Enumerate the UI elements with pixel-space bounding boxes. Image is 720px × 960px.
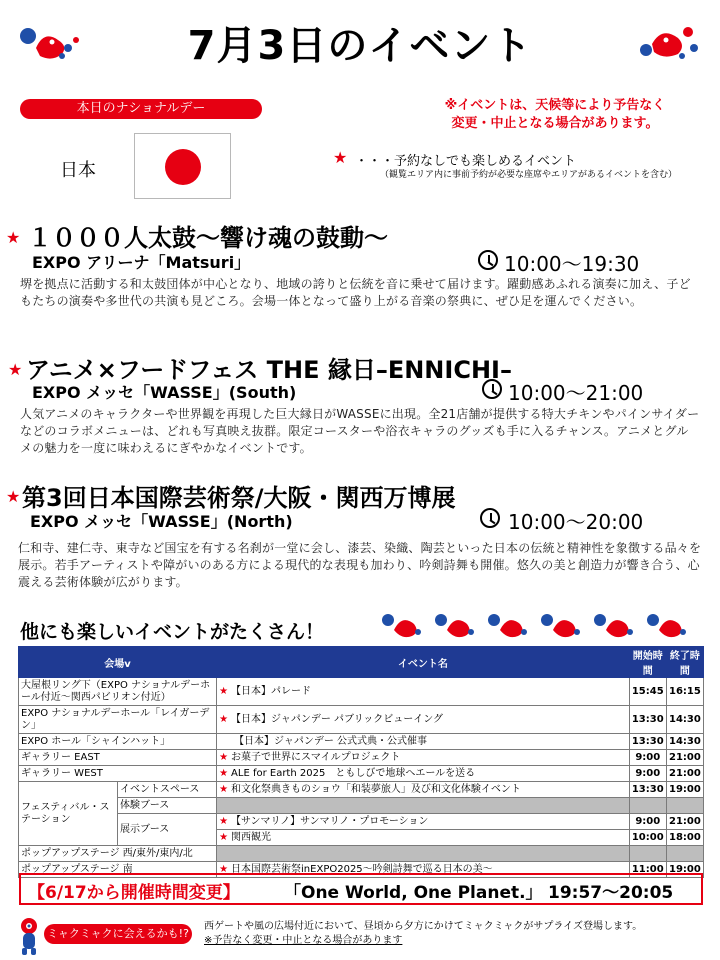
table-header-name: イベント名 xyxy=(217,647,630,678)
table-row xyxy=(19,814,704,830)
row-end: 19:00 xyxy=(666,782,703,798)
row-start: 13:30 xyxy=(629,706,666,734)
time-change-time: 19:57～20:05 xyxy=(548,883,674,903)
national-day-country: 日本 xyxy=(60,160,96,181)
event-description: 人気アニメのキャラクターや世界観を再現した巨大縁日がWASSEに出現。全21店舗が提供する特大チキンやパインサイダーなどのコラボメニューは、どれも写真映え抜群。限定コースターや浴衣キャラのグッズも手に入るチャンス。アニメとグルメの魅力を一度に味わえるにぎやかなイベントです。 xyxy=(20,407,700,455)
table-row xyxy=(19,766,704,782)
event-venue: EXPO メッセ「WASSE」(North) xyxy=(30,512,293,531)
event-title: アニメ×フードフェス THE 縁日–ENNICHI– xyxy=(26,356,512,384)
event-title: １０００人太鼓～響け魂の鼓動～ xyxy=(28,224,388,252)
row-venue: ポップアップステージ 南 xyxy=(19,862,217,878)
row-event xyxy=(217,782,630,798)
row-empty xyxy=(217,846,630,862)
row-subvenue: 体験ブース xyxy=(118,798,217,814)
row-end: 21:00 xyxy=(666,750,703,766)
row-start: 9:00 xyxy=(629,766,666,782)
clock-icon xyxy=(478,250,498,270)
row-event xyxy=(217,814,630,830)
row-subvenue: イベントスペース xyxy=(118,782,217,798)
row-end: 14:30 xyxy=(666,706,703,734)
row-start: 13:30 xyxy=(629,734,666,750)
row-venue: ギャラリー WEST xyxy=(19,766,217,782)
row-end: 19:00 xyxy=(666,862,703,878)
row-event-name: ALE for Earth 2025 ともしびで地球へエールを送る xyxy=(231,767,476,779)
time-change-label: 【6/17から開催時間変更】 xyxy=(28,883,240,903)
row-event xyxy=(217,734,630,750)
row-venue: EXPO ホール「シャインハット」 xyxy=(19,734,217,750)
event-time: 10:00～20:00 xyxy=(508,510,644,534)
row-empty xyxy=(217,798,630,814)
other-events-table xyxy=(18,646,704,878)
notice-line: ※イベントは、天候等により予告なく xyxy=(444,98,666,113)
star-icon: ★ xyxy=(219,685,229,697)
star-icon: ★ xyxy=(333,148,348,167)
row-event xyxy=(217,750,630,766)
other-events-title: 他にも楽しいイベントがたくさん！ xyxy=(20,621,325,643)
notice-line: 変更・中止となる場合があります。 xyxy=(451,116,659,131)
star-icon: ★ xyxy=(6,228,21,247)
row-event-name: 【日本】ジャパンデー 公式式典・公式催事 xyxy=(234,735,428,747)
star-icon: ★ xyxy=(219,767,229,779)
event-time: 10:00～19:30 xyxy=(504,252,640,276)
japan-flag xyxy=(134,133,231,199)
event-description: 堺を拠点に活動する和太鼓団体が中心となり、地域の誇りと伝統を音に乗せて届けます。躍動感あふれる演奏に加え、子どもたちの演奏や多世代の共演も見どころ。会場一体となって盛り上がる音楽の祭典に、ぜひ足を運んでください。 xyxy=(20,277,691,308)
clock-icon xyxy=(480,508,500,528)
national-day-label: 本日のナショナルデー xyxy=(20,99,262,119)
table-row xyxy=(19,846,704,862)
expo-mascot-icon xyxy=(541,614,580,637)
row-empty xyxy=(629,846,666,862)
row-event xyxy=(217,678,630,706)
row-venue: 大屋根リング下（EXPO ナショナルデーホール付近～関西パビリオン付近） xyxy=(19,678,217,706)
event-description: 仁和寺、建仁寺、東寺など国宝を有する名刹が一堂に会し、漆芸、染織、陶芸といった日本の伝統と精神性を象徴する品々を展示。若手アーティストや障がいのある方による現代的な表現も加わり、吟剣詩舞も開催。悠久の美と創造力が響き合う、心震える芸術体験が広がります。 xyxy=(18,541,702,589)
clock-icon xyxy=(482,379,502,399)
row-event xyxy=(217,706,630,734)
expo-mascot-row xyxy=(378,610,708,640)
row-venue: ポップアップステージ 西/東外/東内/北 xyxy=(19,846,217,862)
row-end: 21:00 xyxy=(666,814,703,830)
row-end: 18:00 xyxy=(666,830,703,846)
row-empty xyxy=(666,798,703,814)
table-row xyxy=(19,678,704,706)
row-venue: ギャラリー EAST xyxy=(19,750,217,766)
row-event-name: 日本国際芸術祭inEXPO2025～吟剣詩舞で巡る日本の美～ xyxy=(231,863,493,875)
star-icon: ★ xyxy=(219,815,229,827)
row-start: 15:45 xyxy=(629,678,666,706)
table-header-end: 終了時間 xyxy=(666,647,703,678)
row-end: 21:00 xyxy=(666,766,703,782)
row-event xyxy=(217,830,630,846)
star-icon: ★ xyxy=(219,783,229,795)
time-change-event-name: 「One World, One Planet.」 xyxy=(284,883,543,903)
event-title: 第3回日本国際芸術祭/大阪・関西万博展 xyxy=(22,484,456,512)
footer-note: ※予告なく変更・中止となる場合があります xyxy=(204,935,403,946)
legend-subtext: （観覧エリア内に事前予約が必要な座席やエリアがあるイベントを含む） xyxy=(380,170,678,180)
table-row xyxy=(19,734,704,750)
row-event-name: 【日本】ジャパンデー パブリックビューイング xyxy=(231,713,444,725)
star-icon: ★ xyxy=(219,751,229,763)
star-icon: ★ xyxy=(219,863,229,875)
expo-mascot-icon xyxy=(488,614,527,637)
row-event-name: 【サンマリノ】サンマリノ・プロモーション xyxy=(231,815,429,827)
row-start: 10:00 xyxy=(629,830,666,846)
row-end: 16:15 xyxy=(666,678,703,706)
row-event-name: 関西観光 xyxy=(231,831,272,843)
table-header-start: 開始時間 xyxy=(629,647,666,678)
myakumyaku-label: ミャクミャクに会えるかも!? xyxy=(44,924,192,944)
notice xyxy=(400,97,710,133)
row-venue: EXPO ナショナルデーホール「レイガーデン」 xyxy=(19,706,217,734)
row-event-name: 【日本】パレード xyxy=(231,685,312,697)
expo-mascot-icon xyxy=(435,614,474,637)
row-start: 11:00 xyxy=(629,862,666,878)
expo-mascot-icon xyxy=(594,614,633,637)
star-icon: ★ xyxy=(219,713,229,725)
expo-mascot-icon xyxy=(647,614,686,637)
row-empty xyxy=(666,846,703,862)
table-row xyxy=(19,782,704,798)
row-start: 9:00 xyxy=(629,750,666,766)
row-venue: フェスティバル・ステーション xyxy=(19,782,118,846)
row-event xyxy=(217,766,630,782)
table-header-venue: 会場v xyxy=(19,647,217,678)
table-row xyxy=(19,798,704,814)
row-event-name: お菓子で世界にスマイルプロジェクト xyxy=(231,751,401,763)
legend-text: ・・・予約なしでも楽しめるイベント xyxy=(355,154,577,169)
row-end: 14:30 xyxy=(666,734,703,750)
row-empty xyxy=(629,798,666,814)
footer-line: 西ゲートや風の広場付近において、昼頃から夕方にかけてミャクミャクがサプライズ登場します。 xyxy=(204,921,643,932)
table-row xyxy=(19,750,704,766)
event-time: 10:00～21:00 xyxy=(508,381,644,405)
row-subvenue: 展示ブース xyxy=(118,814,217,846)
table-header-row xyxy=(19,647,704,678)
table-row xyxy=(19,706,704,734)
event-venue: EXPO アリーナ「Matsuri」 xyxy=(32,253,251,272)
expo-mascot-icon xyxy=(382,614,421,637)
star-icon: ★ xyxy=(8,360,23,379)
row-start: 13:30 xyxy=(629,782,666,798)
row-event-name: 和文化祭典きものショウ「和装夢旅人」及び和文化体験イベント xyxy=(231,783,521,795)
myakumyaku-icon xyxy=(14,916,44,956)
row-start: 9:00 xyxy=(629,814,666,830)
star-icon: ★ xyxy=(6,487,21,506)
page-title: 7月3日のイベント xyxy=(187,23,533,69)
event-venue: EXPO メッセ「WASSE」(South) xyxy=(32,383,297,402)
star-icon: ★ xyxy=(219,831,229,843)
footer-text xyxy=(204,920,642,948)
